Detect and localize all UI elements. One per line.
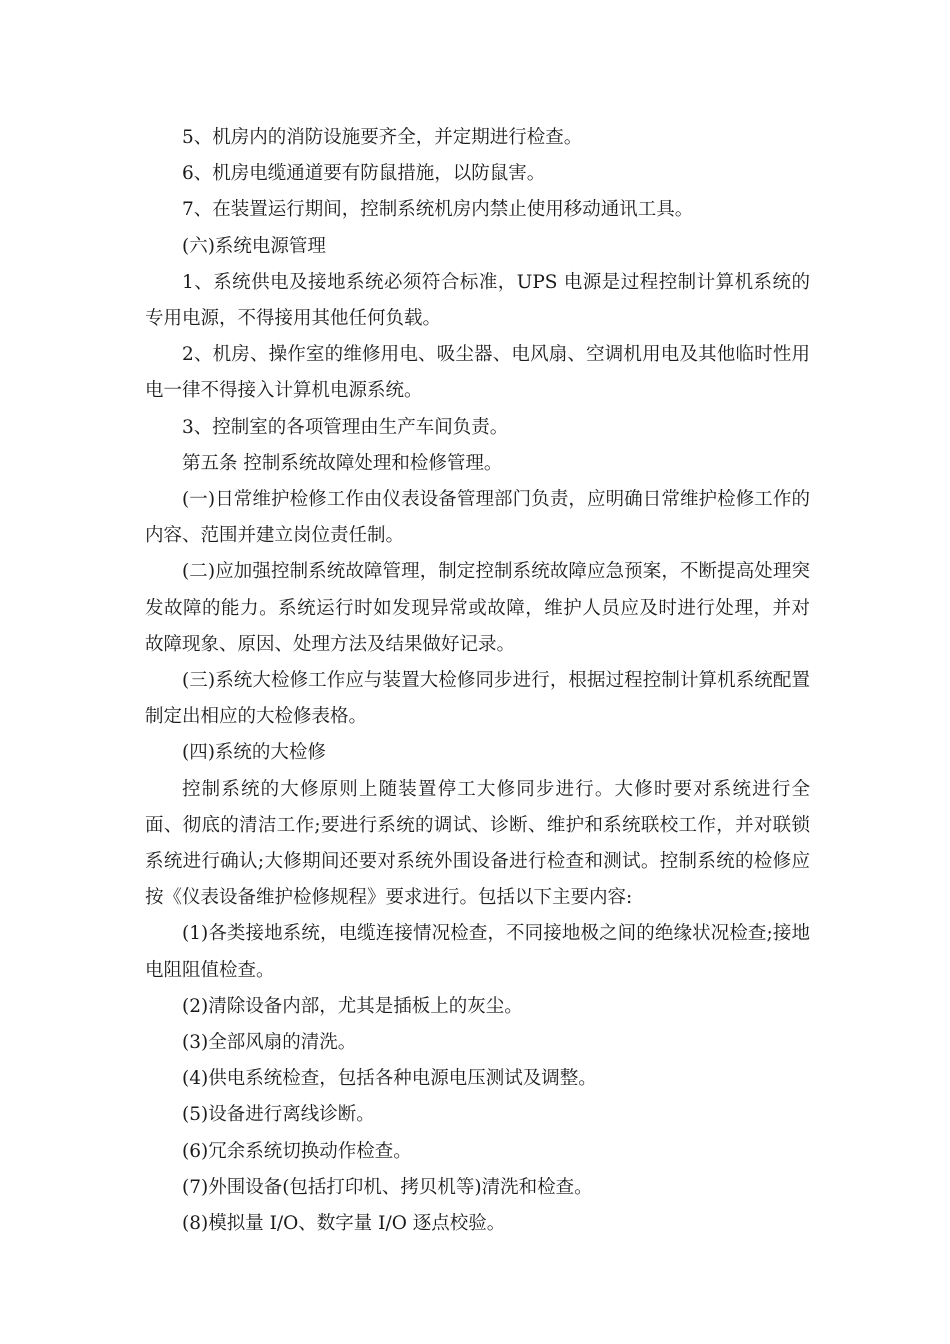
paragraph-9: (一)日常维护检修工作由仪表设备管理部门负责，应明确日常维护检修工作的内容、范围并建立岗位责任制。 [145, 489, 810, 547]
list-item-6: (6)冗余系统切换动作检查。 [182, 1140, 412, 1162]
article-heading-5: 第五条 控制系统故障处理和检修管理。 [182, 452, 503, 474]
list-item-8: (8)模拟量 I/O、数字量 I/O 逐点校验。 [182, 1213, 506, 1235]
section-heading-power: (六)系统电源管理 [182, 235, 326, 257]
paragraph-6: 2、机房、操作室的维修用电、吸尘器、电风扇、空调机用电及其他临时性用电一律不得接入计算机电源系统。 [145, 344, 810, 402]
paragraph-11: (三)系统大检修工作应与装置大检修同步进行，根据过程控制计算机系统配置制定出相应的大检修表格。 [145, 670, 810, 728]
paragraph-2: 6、机房电缆通道要有防鼠措施，以防鼠害。 [182, 163, 546, 185]
list-item-3: (3)全部风扇的清洗。 [182, 1032, 357, 1054]
list-item-2: (2)清除设备内部，尤其是插板上的灰尘。 [182, 995, 523, 1017]
list-item-1: (1)各类接地系统，电缆连接情况检查，不同接地极之间的绝缘状况检查;接地电阻阻值检查。 [145, 923, 810, 981]
paragraph-10: (二)应加强控制系统故障管理，制定控制系统故障应急预案，不断提高处理突发故障的能力。系统运行时如发现异常或故障，维护人员应及时进行处理，并对故障现象、原因、处理方法及结果做好记录。 [145, 561, 810, 655]
list-item-5: (5)设备进行离线诊断。 [182, 1104, 375, 1126]
paragraph-13: 控制系统的大修原则上随装置停工大修同步进行。大修时要对系统进行全面、彻底的清洁工作;要进行系统的调试、诊断、维护和系统联校工作，并对联锁系统进行确认;大修期间还要对系统外围设备进行检查和测试。控制系统的检修应按《仪表设备维护检修规程》要求进行。包括以下主要内容: [145, 778, 810, 909]
paragraph-1: 5、机房内的消防设施要齐全，并定期进行检查。 [182, 127, 583, 148]
list-item-7: (7)外围设备(包括打印机、拷贝机等)清洗和检查。 [182, 1176, 593, 1198]
paragraph-3: 7、在装置运行期间，控制系统机房内禁止使用移动通讯工具。 [182, 199, 694, 221]
paragraph-7: 3、控制室的各项管理由生产车间负责。 [182, 416, 509, 438]
section-heading-overhaul: (四)系统的大检修 [182, 742, 326, 764]
document-body [145, 120, 810, 1242]
list-item-4: (4)供电系统检查，包括各种电源电压测试及调整。 [182, 1068, 597, 1090]
paragraph-5: 1、系统供电及接地系统必须符合标准，UPS 电源是过程控制计算机系统的专用电源，不得接用其他任何负载。 [145, 271, 810, 330]
